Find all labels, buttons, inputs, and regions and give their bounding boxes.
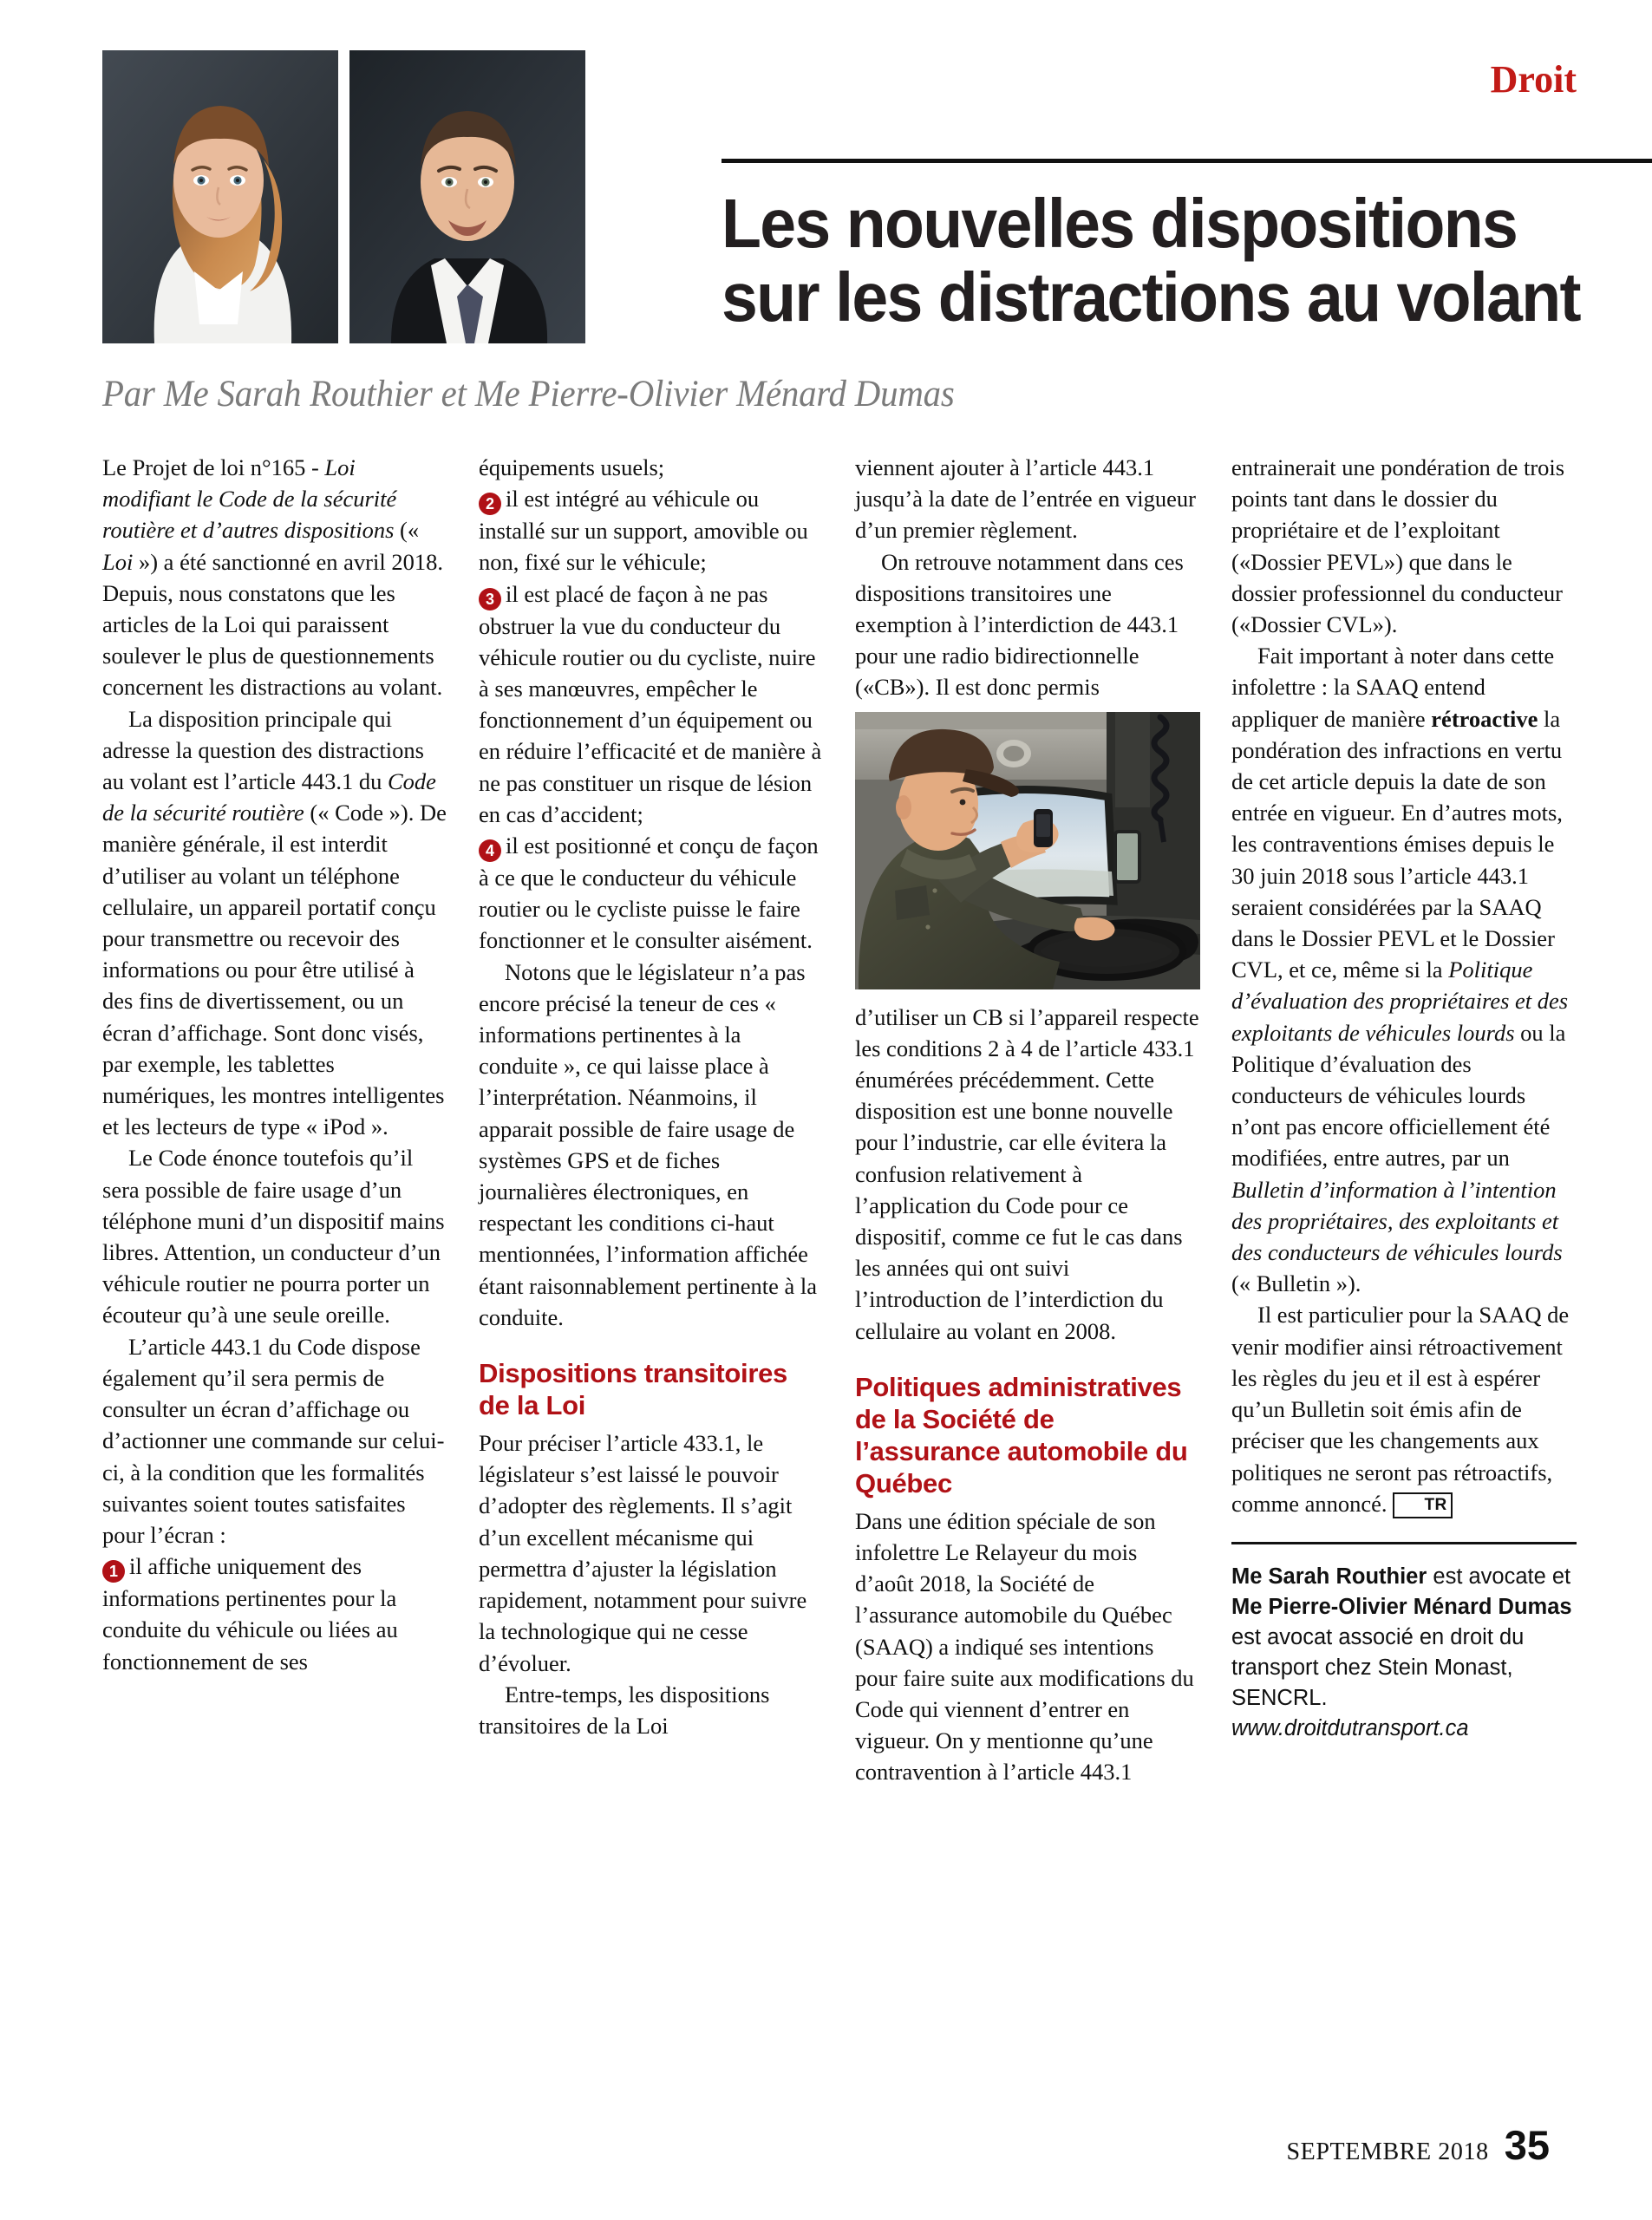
text-run: il affiche uniquement des informations pertinentes pour la conduite du véhicule ou liées au fonctionnement de ses (102, 1553, 398, 1675)
text-run: la pondération des infractions en vertu de cet article depuis la date de son entrée en vigueur. En d’autres mots, les contraventions émises depuis le 30 juin 2018 sous l’article 443.1 seraient considérées par la SAAQ dans le Dossier PEVL et le Dossier CVL, et ce, même si la (1231, 705, 1563, 983)
column-4 (1231, 452, 1577, 1788)
text-run-italic: Loi modifiant le Code de la sécurité routière et d’autres dispositions (102, 454, 397, 544)
paragraph (102, 452, 447, 703)
page-title (722, 185, 1626, 336)
list-number-badge: 1 (102, 1560, 125, 1583)
paragraph: Pour préciser l’article 433.1, le législateur s’est laissé le pouvoir d’adopter des règlements. Il s’agit d’un excellent mécanisme qui permettra d’ajuster la législation rapidement, notamment pour suivre la technologique qui ne cesse d’évoluer. (479, 1430, 807, 1676)
text-run: ») a été sanctionné en avril 2018. Depuis, nous constatons que les articles de la Loi qui paraissent soulever le plus de questionnements concernent les distractions au volant. (102, 548, 443, 701)
column-1 (102, 452, 447, 1788)
paragraph-continued: entrainerait une pondération de trois points tant dans le dossier du propriétaire et de l’exploitant («Dossier PEVL») que dans le dossier professionnel du conducteur («Dossier CVL»). (1231, 454, 1565, 638)
paragraph (102, 703, 447, 1143)
text-run: il est intégré au véhicule ou installé sur un support, amovible ou non, fixé sur le véhicule; (479, 486, 808, 576)
article-columns (102, 452, 1577, 1788)
numbered-item-3 (479, 578, 824, 830)
issue-date: SEPTEMBRE 2018 (1286, 2138, 1489, 2165)
portrait-pierre-olivier-menard-dumas-image (349, 50, 585, 343)
end-of-article-mark: TR (1393, 1492, 1453, 1518)
text-run-bold: rétroactive (1431, 705, 1538, 732)
text-run: il est positionné et conçu de façon à ce que le conducteur du véhicule routier ou le cycliste puisse le faire fonctionner et le consulter aisément. (479, 832, 819, 954)
text-run: Il est particulier pour la SAAQ de venir modifier ainsi rétroactivement les règles du jeu et il est à espérer qu’un Bulletin soit émis afin de préciser que les changements aux politiques ne seront pas rétroactifs, comme annoncé. (1231, 1302, 1570, 1517)
portrait-sarah-routhier-image (102, 50, 338, 343)
list-number-badge: 3 (479, 588, 501, 610)
paragraph: On retrouve notamment dans ces dispositions transitoires une exemption à l’interdiction de 443.1 pour une radio bidirectionnelle («CB»). Il est donc permis (855, 548, 1184, 701)
section-heading-dispositions-transitoires: Dispositions transitoires de la Loi (479, 1358, 787, 1421)
text-run: (« Code »). De manière générale, il est interdit d’utiliser au volant un téléphone cellulaire, un appareil portatif conçu pour transmettre ou recevoir des informations ou pour être utilisé à des fins de divertissement, ou un écran d’affichage. Sont donc visés, par exemple, les tablettes numériques, les montres intelligentes et les lecteurs de type « iPod ». (102, 800, 447, 1140)
paragraph: Notons que le législateur n’a pas encore précisé la teneur de ces « informations pertinentes à la conduite », ce qui laisse place à l’interprétation. Néanmoins, il apparait possible de faire usage de systèmes GPS et de fiches journalières électroniques, en respectant les conditions ci-haut mentionnées, l’information affichée étant raisonnablement pertinente à la conduite. (479, 958, 817, 1330)
text-run: Le Projet de loi n°165 - (102, 454, 325, 480)
list-number-badge: 4 (479, 839, 501, 862)
headline-rule (722, 159, 1652, 163)
paragraph: Dans une édition spéciale de son infolettre Le Relayeur du mois d’août 2018, la Société de l’assurance automobile du Québec (SAAQ) a indiqué ses intentions pour faire suite aux modifications du Code qui viennent d’entrer en vigueur. On y mentionne qu’une contravention à l’article 443.1 (855, 1507, 1194, 1786)
numbered-item-2 (479, 483, 824, 578)
numbered-item-1 (102, 1551, 447, 1677)
bio-divider (1231, 1542, 1577, 1544)
text-run: est avocat associé en droit du transport chez Stein Monast, SENCRL. (1231, 1624, 1525, 1710)
text-run: La disposition principale qui adresse la question des distractions au volant est l’article 443.1 du (102, 705, 424, 795)
list-number-badge: 2 (479, 493, 501, 515)
numbered-item-4 (479, 830, 824, 957)
text-run: Fait important à noter dans cette infolettre : la SAAQ entend appliquer de manière (1231, 643, 1555, 732)
text-run: (« (394, 517, 420, 544)
bio-website-link[interactable]: www.droitdutransport.ca (1231, 1715, 1469, 1740)
portrait-pierre-olivier-menard-dumas (349, 50, 585, 343)
paragraph: L’article 443.1 du Code dispose également qu’il sera permis de consulter un écran d’affichage ou d’actionner une commande sur celui-ci, à la condition que les formalités suivantes soient toutes satisfaites pour l’écran : (102, 1333, 445, 1548)
text-run-italic: Code de la sécurité routière (102, 768, 436, 826)
portrait-sarah-routhier (102, 50, 338, 343)
text-run: il est placé de façon à ne pas obstruer la vue du conducteur du véhicule routier ou du cycliste, nuire à ses manœuvres, empêcher le fonctionnement d’un équipement ou en réduire l’efficacité et de manière à ne pas constituer un risque de lésion en cas d’accident; (479, 580, 822, 827)
text-run-italic: Politique d’évaluation des propriétaires et des exploitants de véhicules lourds (1231, 957, 1569, 1046)
paragraph: Entre-temps, les dispositions transitoires de la Loi (479, 1681, 770, 1739)
bio-author-2-name: Me Pierre-Olivier Ménard Dumas (1231, 1594, 1572, 1619)
author-bio (1231, 1562, 1577, 1744)
text-run-italic: Loi (102, 548, 134, 575)
paragraph (1231, 640, 1577, 1299)
column-3 (855, 452, 1200, 1788)
text-run: (« Bulletin »). (1231, 1270, 1361, 1297)
author-portraits (102, 50, 585, 343)
paragraph: Le Code énonce toutefois qu’il sera possible de faire usage d’un téléphone muni d’un dispositif mains libres. Attention, un conducteur d’un véhicule routier ne pourra porter un écouteur qu’à une seule oreille. (102, 1145, 445, 1329)
byline: Par Me Sarah Routhier et Me Pierre-Olivier Ménard Dumas (102, 374, 955, 415)
page-number: 35 (1504, 2122, 1550, 2168)
text-run: est avocate et (1427, 1564, 1571, 1589)
section-heading-politiques-administratives: Politiques administratives de la Société de l’assurance automobile du Québec (855, 1371, 1188, 1498)
column-2 (479, 452, 824, 1788)
headline-line-2: sur les distractions au volant (722, 258, 1580, 336)
paragraph (1231, 1299, 1577, 1518)
paragraph: d’utiliser un CB si l’appareil respecte les conditions 2 à 4 de l’article 433.1 énumérées précédemment. Cette disposition est une bonne nouvelle pour l’industrie, car elle évitera la confusion relativement à l’application du Code pour ce dispositif, comme ce fut le cas dans les années qui ont suivi l’introduction de l’interdiction du cellulaire au volant en 2008. (855, 1003, 1199, 1344)
truck-driver-photo (855, 712, 1200, 989)
headline-line-1: Les nouvelles dispositions (722, 185, 1518, 262)
section-kicker: Droit (1490, 58, 1577, 101)
text-run-italic: Bulletin d’information à l’intention des propriétaires, des exploitants et des conducteurs de véhicules lourds (1231, 1176, 1563, 1266)
masthead (102, 50, 1580, 345)
text-run: ou la Politique d’évaluation des conducteurs de véhicules lourds n’ont pas encore officiellement été modifiées, entre autres, par un (1231, 1019, 1566, 1172)
paragraph-continued: viennent ajouter à l’article 443.1 jusqu’à la date de l’entrée en vigueur d’un premier règlement. (855, 454, 1196, 544)
bio-author-1-name: Me Sarah Routhier (1231, 1564, 1427, 1589)
paragraph-continued: équipements usuels; (479, 454, 665, 480)
truck-driver-photo-image (855, 712, 1200, 989)
page-footer (1286, 2122, 1551, 2168)
